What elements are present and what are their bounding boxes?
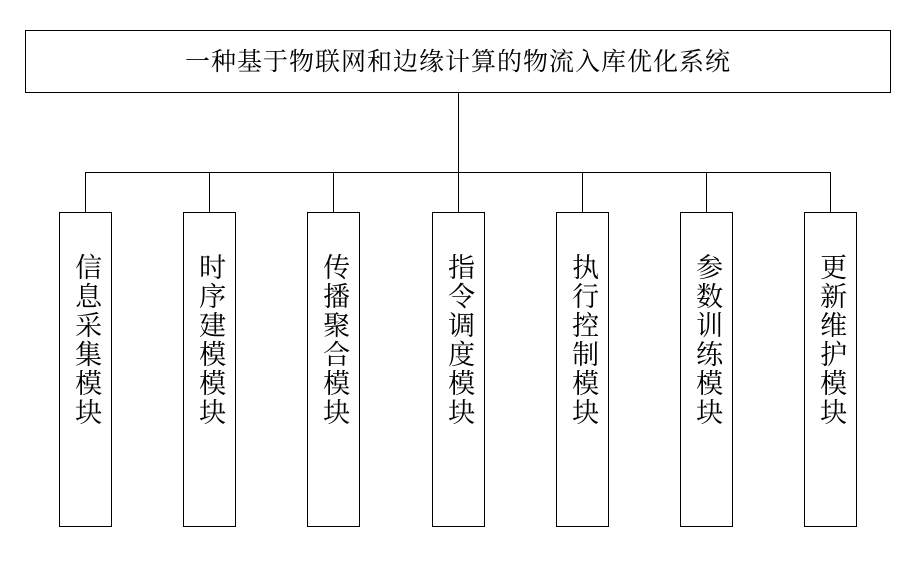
drop-connector-3	[333, 172, 334, 212]
module-node-label: 时序建模模块	[194, 253, 226, 427]
module-node-3	[307, 212, 360, 527]
module-node-label: 指令调度模块	[443, 253, 475, 427]
root-node-label: 一种基于物联网和边缘计算的物流入库优化系统	[184, 47, 731, 76]
drop-connector-7	[830, 172, 831, 212]
module-node-label: 执行控制模块	[567, 253, 599, 427]
module-node-2	[183, 212, 236, 527]
drop-connector-4	[458, 172, 459, 212]
drop-connector-2	[209, 172, 210, 212]
drop-connector-5	[582, 172, 583, 212]
drop-connector-6	[706, 172, 707, 212]
module-node-label: 参数训练模块	[691, 253, 723, 427]
module-node-6	[680, 212, 733, 527]
module-node-4	[432, 212, 485, 527]
module-node-label: 传播聚合模块	[318, 253, 350, 427]
module-node-label: 更新维护模块	[815, 253, 847, 427]
drop-connector-1	[85, 172, 86, 212]
module-node-5	[556, 212, 609, 527]
module-node-label: 信息采集模块	[70, 253, 102, 427]
module-node-7	[804, 212, 857, 527]
root-node	[25, 30, 891, 93]
trunk-connector	[458, 93, 459, 172]
module-node-1	[59, 212, 112, 527]
